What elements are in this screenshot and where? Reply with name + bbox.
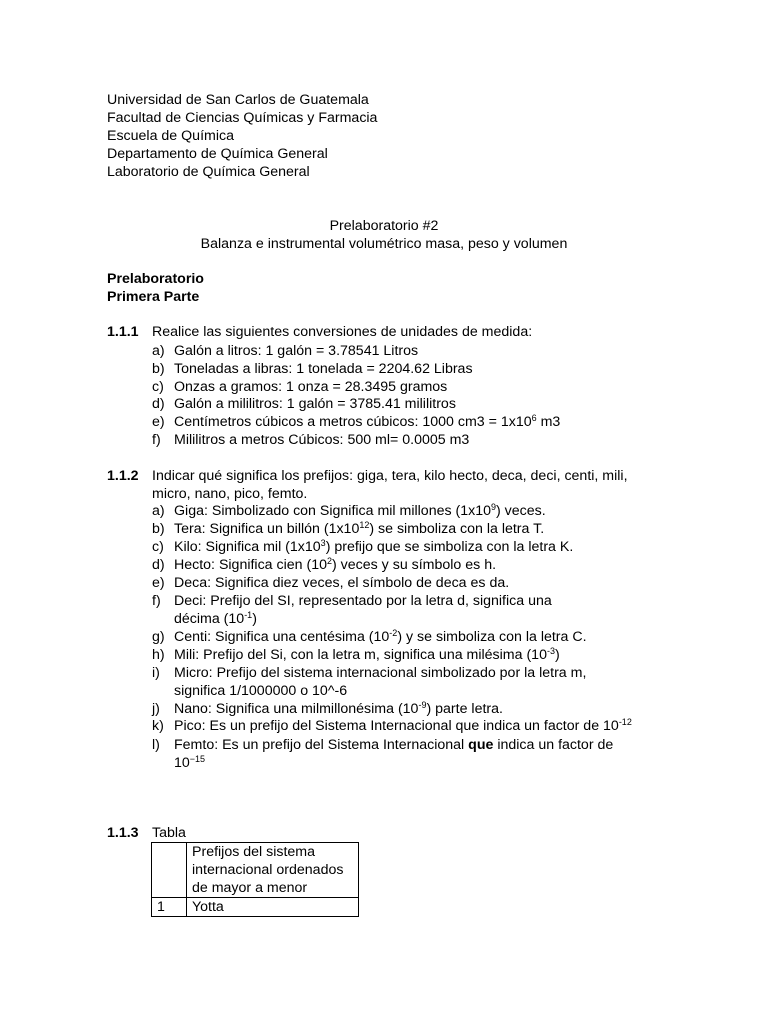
superscript: 12 <box>359 520 370 530</box>
header-line-faculty: Facultad de Ciencias Químicas y Farmacia <box>107 110 378 126</box>
text-run: 10 <box>174 755 190 771</box>
section-text-1-1-2-cont: micro, nano, pico, femto. <box>152 486 308 502</box>
list-text <box>174 628 587 646</box>
list-label: b) <box>152 361 165 377</box>
superscript: -12 <box>618 717 632 727</box>
header-line-school: Escuela de Química <box>107 128 234 144</box>
section-number-1-1-3: 1.1.3 <box>107 825 139 841</box>
list-label: a) <box>152 343 165 359</box>
list-label: f) <box>152 432 161 448</box>
superscript: -1 <box>244 610 253 620</box>
table-header-row <box>152 843 359 898</box>
list-text: significa 1/1000000 o 10^-6 <box>174 683 348 699</box>
section-number-1-1-1: 1.1.1 <box>107 324 139 340</box>
table-cell-prefix: Yotta <box>187 898 359 917</box>
table-cell-number: 1 <box>152 898 187 917</box>
heading-primera-parte: Primera Parte <box>107 289 200 305</box>
list-label: e) <box>152 575 165 591</box>
heading-prelaboratorio: Prelaboratorio <box>107 271 204 287</box>
text-run: ) <box>252 611 257 627</box>
document-title: Prelaboratorio #2 <box>329 218 439 234</box>
list-label: c) <box>152 539 164 555</box>
list-text <box>174 413 560 431</box>
text-run: ) veces y su símbolo es h. <box>332 557 497 573</box>
text-run: ) se simboliza con la letra T. <box>369 521 545 537</box>
text-run: ) <box>554 647 560 663</box>
table-row <box>152 898 359 917</box>
list-text: Onzas a gramos: 1 onza = 28.3495 gramos <box>174 379 448 395</box>
text-run: Kilo: Significa mil (1x10 <box>174 539 321 555</box>
list-label: l) <box>152 737 160 753</box>
list-label: b) <box>152 521 165 537</box>
header-line-laboratory: Laboratorio de Química General <box>107 164 310 180</box>
list-label: f) <box>152 593 161 609</box>
section-text-1-1-3: Tabla <box>152 825 186 841</box>
list-text <box>174 754 205 772</box>
text-run: Hecto: Significa cien (10 <box>174 557 327 573</box>
list-label: e) <box>152 414 165 430</box>
text-run: Pico: Es un prefijo del Sistema Internacional que indica un factor de 10 <box>174 718 619 734</box>
list-label: i) <box>152 665 160 681</box>
text-run: Centímetros cúbicos a metros cúbicos: 1000 cm3 = 1x10 <box>174 414 532 430</box>
list-label: c) <box>152 379 164 395</box>
section-text-1-1-1: Realice las siguientes conversiones de unidades de medida: <box>152 324 533 340</box>
header-line-department: Departamento de Química General <box>107 146 328 162</box>
superscript: -3 <box>546 646 555 656</box>
text-run: Centi: Significa una centésima (10 <box>174 629 390 645</box>
list-text: Mililitros a metros Cúbicos: 500 ml= 0.0005 m3 <box>174 432 470 448</box>
list-text <box>174 610 257 628</box>
table-header-line: Prefijos del sistema <box>192 844 316 860</box>
superscript: -2 <box>389 628 398 638</box>
list-label: a) <box>152 503 165 519</box>
institution-header <box>107 91 377 181</box>
list-text: Toneladas a libras: 1 tonelada = 2204.62 Libras <box>174 361 473 377</box>
list-text <box>174 538 573 556</box>
header-line-university: Universidad de San Carlos de Guatemala <box>107 92 369 108</box>
text-run: Mili: Prefijo del Si, con la letra m, significa una milésima (10 <box>174 647 547 663</box>
bold-text-run: que <box>468 737 494 753</box>
table-header-line: internacional ordenados <box>192 862 344 878</box>
list-text <box>174 520 544 538</box>
list-text <box>174 700 503 718</box>
list-label: g) <box>152 629 165 645</box>
list-text: Galón a mililitros: 1 galón = 3785.41 mililitros <box>174 396 456 412</box>
list-text <box>174 646 560 664</box>
section-number-1-1-2: 1.1.2 <box>107 468 139 484</box>
list-text: Galón a litros: 1 galón = 3.78541 Litros <box>174 343 419 359</box>
table-header-cell <box>187 843 359 898</box>
list-text <box>174 556 496 574</box>
text-run: Nano: Significa una milmillonésima (10 <box>174 701 419 717</box>
list-label: k) <box>152 718 164 734</box>
prefix-table <box>151 842 359 917</box>
list-label: d) <box>152 557 165 573</box>
text-run: Tera: Significa un billón (1x10 <box>174 521 360 537</box>
superscript: 9 <box>491 502 497 512</box>
table-header-line: de mayor a menor <box>192 880 308 896</box>
superscript: -9 <box>418 700 427 710</box>
list-text: Deca: Significa diez veces, el símbolo de deca es da. <box>174 575 510 591</box>
text-run: ) veces. <box>496 503 546 519</box>
superscript: 2 <box>327 556 333 566</box>
list-text: Deci: Prefijo del SI, representado por la letra d, significa una <box>174 593 552 609</box>
list-text <box>174 502 546 520</box>
list-label: j) <box>152 701 160 717</box>
superscript: 3 <box>320 538 326 548</box>
text-run: ) parte letra. <box>426 701 503 717</box>
list-text: Micro: Prefijo del sistema internacional simbolizado por la letra m, <box>174 665 587 681</box>
list-label: h) <box>152 647 165 663</box>
text-run: Giga: Simbolizado con Significa mil millones (1x10 <box>174 503 491 519</box>
text-run: indica un factor de <box>493 737 614 753</box>
list-text <box>174 717 632 735</box>
text-run: ) y se simboliza con la letra C. <box>397 629 587 645</box>
list-text <box>174 736 613 754</box>
list-label: d) <box>152 396 165 412</box>
superscript: −15 <box>189 754 206 764</box>
text-run: m3 <box>536 414 561 430</box>
text-run: ) prefijo que se simboliza con la letra K. <box>325 539 574 555</box>
table-header-cell-empty <box>152 843 187 898</box>
text-run: Femto: Es un prefijo del Sistema Internacional <box>174 737 469 753</box>
superscript: 6 <box>531 413 537 423</box>
section-text-1-1-2: Indicar qué significa los prefijos: giga, tera, kilo hecto, deca, deci, centi, mili, <box>152 468 628 484</box>
document-subtitle: Balanza e instrumental volumétrico masa, peso y volumen <box>200 236 568 252</box>
text-run: décima (10 <box>174 611 245 627</box>
